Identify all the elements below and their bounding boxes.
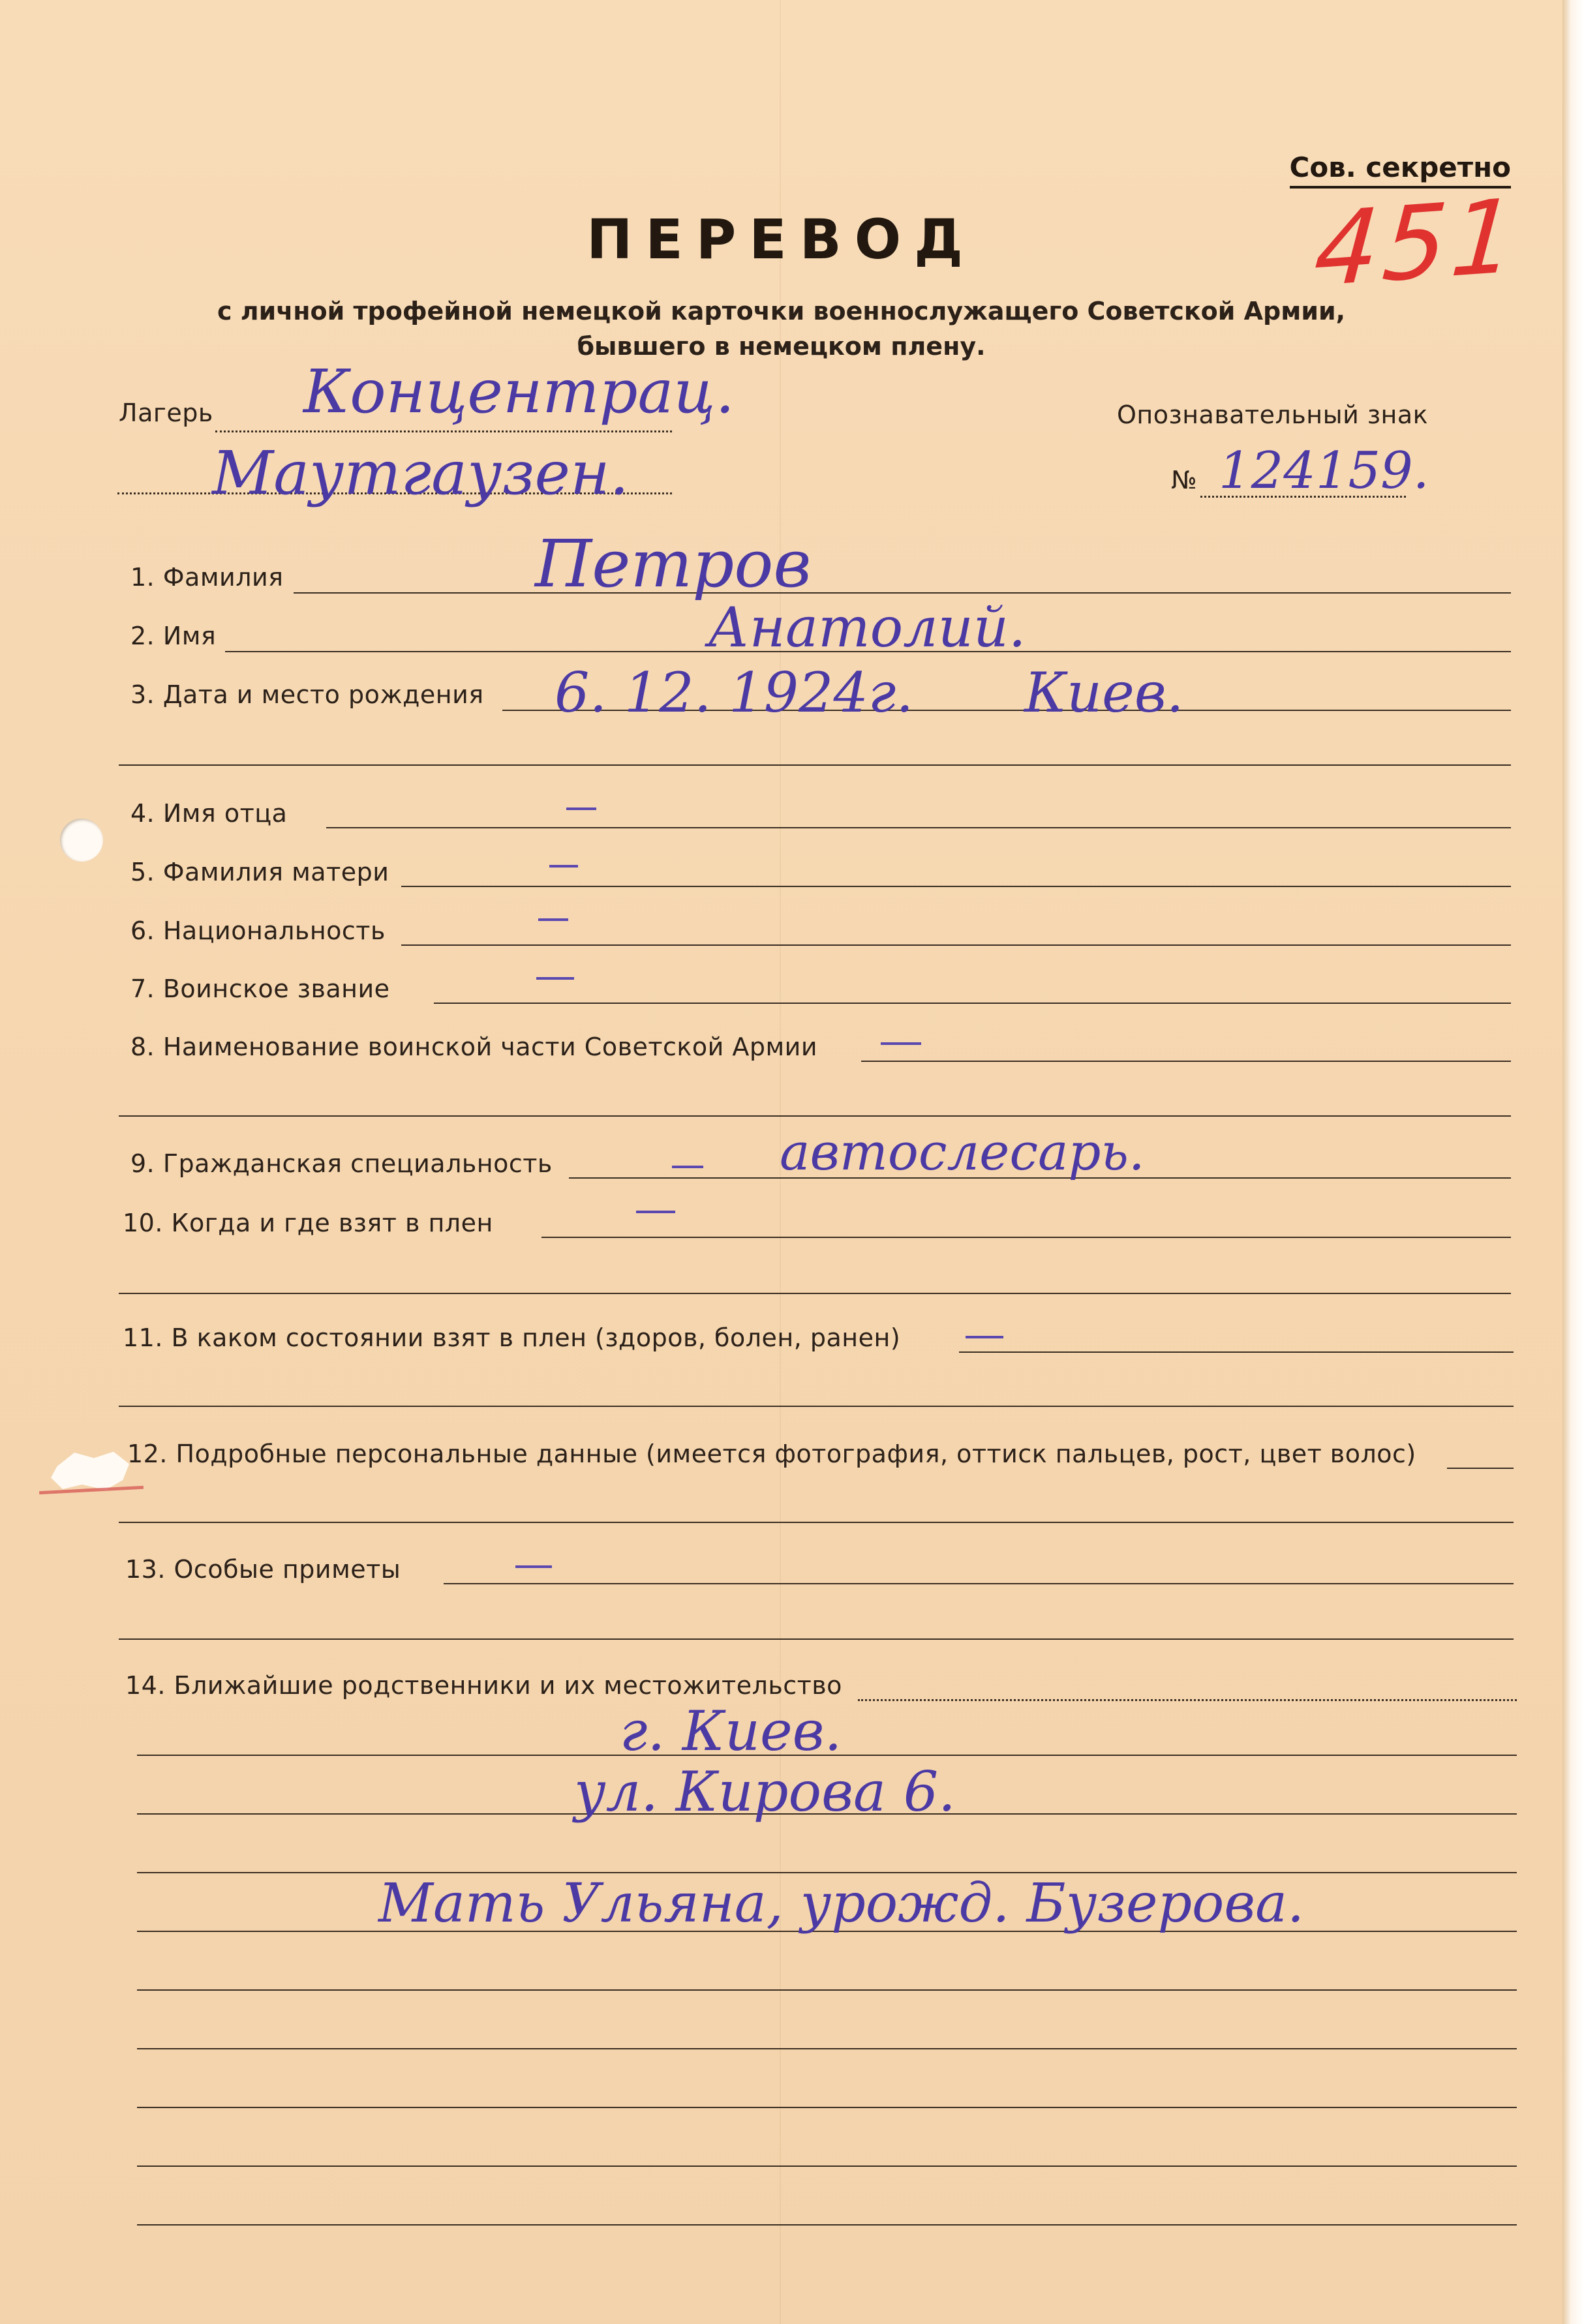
field-13-line <box>444 1583 1514 1584</box>
field-1-value: Петров <box>535 526 812 602</box>
field-10-value <box>636 1211 675 1213</box>
relatives-value-3: Мать Ульяна, урожд. Бузерова. <box>378 1873 1305 1935</box>
paper-edge <box>1562 0 1584 2324</box>
id-tag-number-prefix: № <box>1171 466 1198 494</box>
id-tag-label: Опознавательный знак <box>1117 400 1429 429</box>
relatives-value-1: г. Киев. <box>620 1699 842 1763</box>
field-1-label: 1. Фамилия <box>130 563 284 592</box>
camp-line-1 <box>215 430 672 432</box>
field-9-label: 9. Гражданская специальность <box>130 1149 553 1178</box>
relatives-line-6 <box>137 2048 1517 2049</box>
camp-value-1: Концентрац. <box>303 357 735 427</box>
field-11-line <box>959 1351 1514 1353</box>
field-3-place: Киев. <box>1024 661 1184 725</box>
field-8-line-2 <box>119 1115 1511 1117</box>
field-8-line <box>861 1061 1511 1062</box>
field-5-line <box>401 886 1511 887</box>
relatives-line-5 <box>137 1989 1517 1991</box>
field-9-dash <box>672 1166 703 1168</box>
secrecy-stamp: Сов. секретно <box>1290 151 1512 189</box>
page-subtitle <box>0 294 1562 364</box>
field-3-date: 6. 12. 1924г. <box>555 661 914 725</box>
relatives-value-2: ул. Кирова 6. <box>574 1760 956 1824</box>
field-2-value: Анатолий. <box>708 596 1026 659</box>
field-10-line-2 <box>119 1293 1511 1294</box>
field-6-label: 6. Национальность <box>130 916 386 945</box>
red-archive-number: 451 <box>1311 176 1523 310</box>
field-4-line <box>326 827 1511 828</box>
field-9-value: автослесарь. <box>780 1123 1145 1182</box>
field-3-label: 3. Дата и место рождения <box>130 680 484 709</box>
subtitle-line-1: с личной трофейной немецкой карточки военнослужащего Советской Армии, <box>217 297 1346 325</box>
field-7-line <box>434 1003 1511 1004</box>
field-6-line <box>401 944 1511 946</box>
relatives-line-9 <box>137 2224 1517 2226</box>
field-8-label: 8. Наименование воинской части Советской Армии <box>130 1033 818 1061</box>
field-10-label: 10. Когда и где взят в плен <box>123 1209 493 1237</box>
field-5-label: 5. Фамилия матери <box>130 858 389 886</box>
field-7-value <box>536 977 574 980</box>
subtitle-line-2: бывшего в немецком плену. <box>577 332 986 361</box>
punch-hole <box>60 819 103 862</box>
camp-value-2: Маутгаузен. <box>212 438 629 508</box>
field-2-label: 2. Имя <box>130 622 217 650</box>
camp-label: Лагерь <box>119 399 213 427</box>
field-14-label: 14. Ближайшие родственники и их местожительство <box>125 1671 842 1700</box>
field-13-value <box>515 1565 552 1568</box>
id-tag-number: 124159. <box>1219 442 1429 500</box>
field-5-value <box>549 865 578 868</box>
field-4-value <box>566 807 596 810</box>
field-8-value <box>881 1042 921 1045</box>
field-1-line <box>294 592 1511 594</box>
page-title: ПЕРЕВОД <box>586 207 976 271</box>
field-4-label: 4. Имя отца <box>130 799 288 828</box>
field-6-value <box>538 918 568 921</box>
field-7-label: 7. Воинское звание <box>130 974 390 1003</box>
field-12-label: 12. Подробные персональные данные (имеется фотография, оттиск пальцев, рост, цвет волос) <box>127 1440 1416 1468</box>
field-11-label: 11. В каком состоянии взят в плен (здоров, болен, ранен) <box>123 1323 901 1352</box>
field-13-label: 13. Особые приметы <box>125 1555 401 1584</box>
field-11-line-2 <box>119 1406 1514 1407</box>
field-10-line <box>541 1237 1511 1238</box>
field-11-value <box>966 1336 1003 1338</box>
field-12-line <box>1447 1468 1514 1469</box>
field-3-line-2 <box>119 764 1511 766</box>
field-14-line <box>858 1699 1517 1701</box>
relatives-line-7 <box>137 2107 1517 2108</box>
relatives-line-8 <box>137 2166 1517 2167</box>
field-12-line-2 <box>119 1522 1514 1523</box>
field-13-line-2 <box>119 1638 1514 1640</box>
